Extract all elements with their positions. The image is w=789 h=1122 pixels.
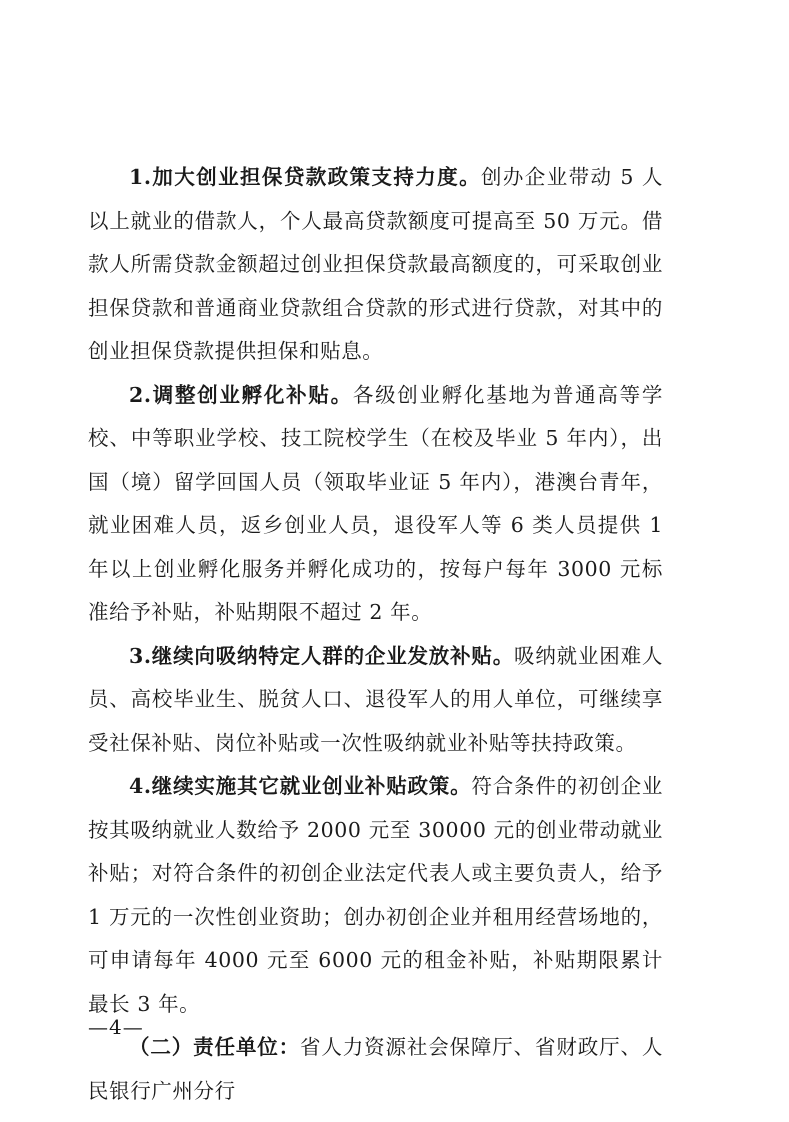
- paragraph-heading: 2.调整创业孵化补贴。: [129, 382, 353, 407]
- paragraph-heading: 3.继续向吸纳特定人群的企业发放补贴。: [129, 643, 515, 668]
- paragraph-text: 吸纳就业困难人员、高校毕业生、脱贫人口、退役军人的用人单位，可继续享受社保补贴、岗位补贴或一次性吸纳就业补贴等扶持政策。: [88, 643, 663, 755]
- paragraph-incubation-subsidy: [88, 374, 663, 635]
- paragraph-heading: 1.加大创业担保贷款政策支持力度。: [129, 165, 481, 189]
- paragraph-text: 省人力资源社会保障厅、省财政厅、人民银行广州分行: [88, 1035, 663, 1103]
- paragraph-guarantee-loan: [88, 156, 663, 374]
- paragraph-employer-subsidy: [88, 635, 663, 766]
- paragraph-text: 各级创业孵化基地为普通高等学校、中等职业学校、技工院校学生（在校及毕业 5 年内），出国（境）留学回国人员（领取毕业证 5 年内），港澳台青年，就业困难人员，返乡创业人员，退役军人等 6 类人员提供 1 年以上创业孵化服务并孵化成功的，按每户每年 3000 元标准给予补贴，补贴期限不超过 2 年。: [88, 382, 663, 624]
- paragraph-text: 创办企业带动 5 人以上就业的借款人，个人最高贷款额度可提高至 50 万元。借款人所需贷款金额超过创业担保贷款最高额度的，可采取创业担保贷款和普通商业贷款组合贷款的形式进行贷款，对其中的创业担保贷款提供担保和贴息。: [88, 165, 663, 363]
- page-number: —4—: [88, 1015, 144, 1039]
- document-body: [88, 156, 663, 1113]
- paragraph-other-subsidies: [88, 765, 663, 1026]
- paragraph-text: 符合条件的初创企业按其吸纳就业人数给予 2000 元至 30000 元的创业带动就业补贴；对符合条件的初创企业法定代表人或主要负责人，给予 1 万元的一次性创业资助；创办初创企业并租用经营场地的，可申请每年 4000 元至 6000 元的租金补贴，补贴期限累计最长 3 年。: [88, 774, 663, 1016]
- paragraph-heading: （二）责任单位：: [129, 1035, 300, 1059]
- paragraph-heading: 4.继续实施其它就业创业补贴政策。: [129, 774, 472, 798]
- paragraph-responsible-units: [88, 1026, 663, 1113]
